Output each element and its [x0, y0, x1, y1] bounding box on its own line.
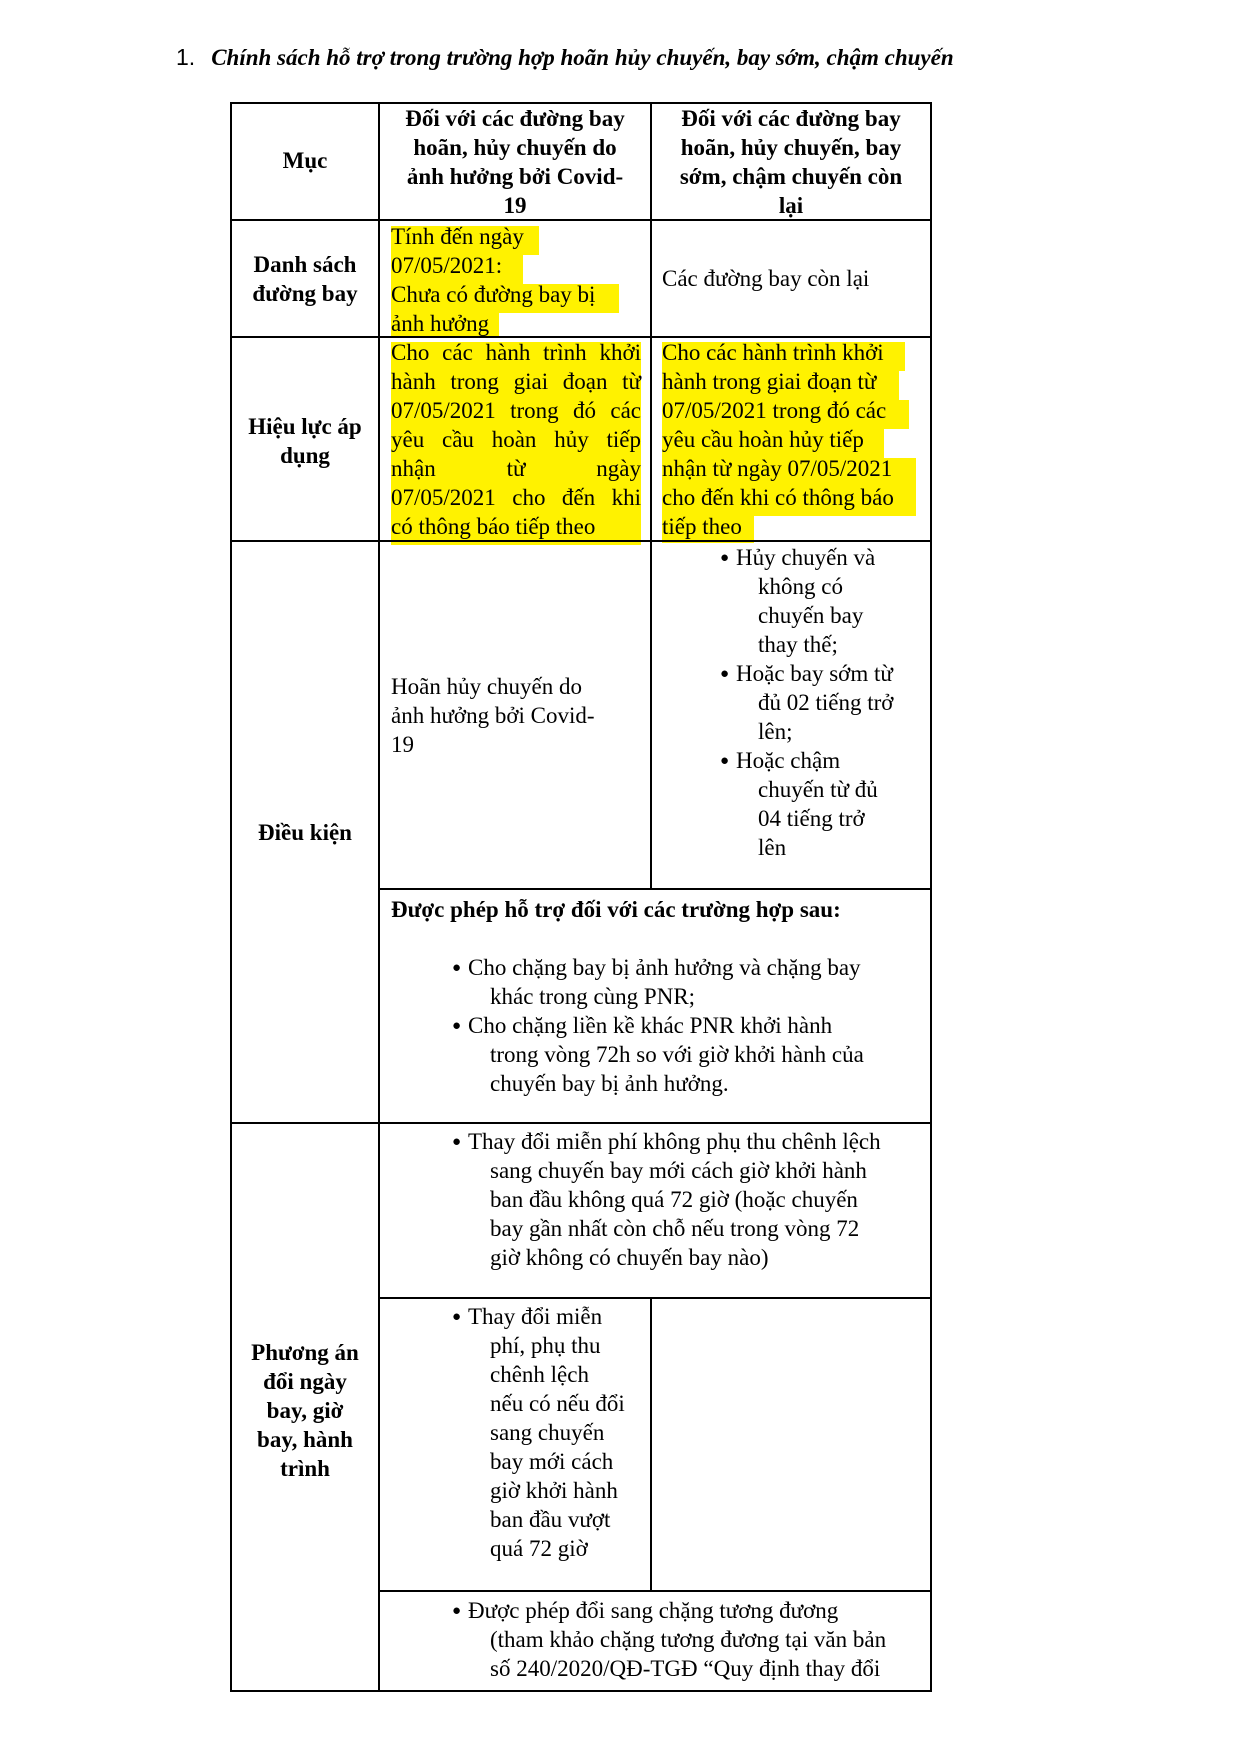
phuong-an-bullet2-line: ban đầu vượt: [490, 1507, 611, 1532]
header-col2-line: ảnh hưởng bởi Covid-: [406, 164, 624, 189]
row-label-hieu-luc: dụng: [280, 443, 330, 468]
row-label-dieu-kien: Điều kiện: [258, 820, 352, 845]
section-title: Chính sách hỗ trợ trong trường hợp hoãn hủy chuyến, bay sớm, chậm chuyến: [211, 45, 954, 70]
dieu-kien-col3-bullet-line: thay thế;: [758, 632, 838, 657]
dieu-kien-col3-bullet-line: chuyến từ đủ: [758, 777, 878, 802]
hieu-luc-col3-line: yêu cầu hoàn hủy tiếp: [662, 427, 864, 452]
row-label-phuong-an: đổi ngày: [263, 1369, 347, 1394]
bullet-icon: ●: [452, 1603, 462, 1619]
danh-sach-col2-line: Chưa có đường bay bị: [391, 282, 596, 307]
phuong-an-bullet2-line: nếu có nếu đổi: [490, 1391, 625, 1416]
header-col3-line: hoãn, hủy chuyến, bay: [680, 135, 902, 160]
hieu-luc-col2-line: 07/05/2021 cho đến khi: [391, 485, 641, 510]
hieu-luc-col2-line: nhận từ ngày: [391, 456, 641, 481]
dieu-kien-merged-title: Được phép hỗ trợ đối với các trường hợp sau:: [391, 897, 841, 922]
dieu-kien-col3-bullet-line: Hoặc bay sớm từ: [736, 661, 893, 686]
dieu-kien-col3-bullet-line: đủ 02 tiếng trở: [758, 690, 894, 715]
dieu-kien-col3-bullet-line: lên;: [758, 719, 793, 744]
danh-sach-col2-line: Tính đến ngày: [391, 224, 524, 249]
dieu-kien-merged-bullet-line: Cho chặng bay bị ảnh hưởng và chặng bay: [468, 955, 861, 980]
dieu-kien-col2-line: ảnh hưởng bởi Covid-: [391, 703, 595, 728]
dieu-kien-col2-line: 19: [391, 732, 414, 757]
phuong-an-bullet2-line: quá 72 giờ: [490, 1536, 588, 1561]
phuong-an-bullet2-line: phí, phụ thu: [490, 1333, 601, 1358]
hieu-luc-col3-line: nhận từ ngày 07/05/2021: [662, 456, 893, 481]
dieu-kien-col3-bullet-line: Hoặc chậm: [736, 748, 841, 773]
header-col2-line: Đối với các đường bay: [405, 106, 625, 131]
bullet-icon: ●: [452, 1018, 462, 1034]
hieu-luc-col2-line: hành trong giai đoạn từ: [391, 369, 641, 394]
bullet-icon: ●: [452, 1134, 462, 1150]
section-heading: [176, 44, 954, 71]
row-label-danh-sach: đường bay: [252, 281, 358, 306]
dieu-kien-col2-line: Hoãn hủy chuyến do: [391, 674, 582, 699]
row-label-hieu-luc: Hiệu lực áp: [248, 414, 362, 439]
danh-sach-col2-line: 07/05/2021:: [391, 253, 503, 278]
danh-sach-col3: Các đường bay còn lại: [662, 266, 870, 291]
phuong-an-bullet1-line: giờ không có chuyến bay nào): [490, 1245, 769, 1270]
dieu-kien-merged-bullet-line: khác trong cùng PNR;: [490, 984, 696, 1009]
header-col2-line: hoãn, hủy chuyến do: [413, 135, 617, 160]
dieu-kien-col3-bullet-line: lên: [758, 835, 787, 860]
phuong-an-bullet1-line: Thay đổi miễn phí không phụ thu chênh lệch: [468, 1129, 881, 1154]
dieu-kien-col3-bullet-line: 04 tiếng trở: [758, 806, 865, 831]
hieu-luc-col2-line: có thông báo tiếp theo: [391, 514, 596, 539]
bullet-icon: ●: [720, 550, 730, 566]
row-label-phuong-an: bay, giờ: [266, 1398, 344, 1423]
phuong-an-bullet2-line: chênh lệch: [490, 1362, 589, 1387]
bullet-icon: ●: [720, 666, 730, 682]
section-number: 1.: [176, 44, 196, 70]
header-col3-line: Đối với các đường bay: [681, 106, 901, 131]
header-muc: Mục: [282, 148, 328, 173]
header-col2-line: 19: [503, 193, 527, 218]
dieu-kien-merged-bullet-line: Cho chặng liền kề khác PNR khởi hành: [468, 1013, 833, 1038]
row-label-phuong-an: bay, hành: [257, 1427, 353, 1452]
row-label-phuong-an: trình: [280, 1456, 330, 1481]
hieu-luc-col2-line: 07/05/2021 trong đó các: [391, 398, 641, 423]
phuong-an-bullet3-line: số 240/2020/QĐ-TGĐ “Quy định thay đổi: [490, 1656, 881, 1681]
hieu-luc-col2-line: yêu cầu hoàn hủy tiếp: [391, 427, 641, 452]
hieu-luc-col3-line: hành trong giai đoạn từ: [662, 369, 877, 394]
bullet-icon: ●: [452, 1309, 462, 1325]
hieu-luc-col3-line: Cho các hành trình khởi: [662, 340, 884, 365]
hieu-luc-col3-line: 07/05/2021 trong đó các: [662, 398, 887, 423]
danh-sach-col2-line: ảnh hưởng: [391, 311, 490, 336]
hieu-luc-col3-line: cho đến khi có thông báo: [662, 485, 894, 510]
phuong-an-bullet2-line: bay mới cách: [490, 1449, 614, 1474]
phuong-an-bullet2-line: giờ khởi hành: [490, 1478, 618, 1503]
phuong-an-bullet1-line: bay gần nhất còn chỗ nếu trong vòng 72: [490, 1216, 860, 1241]
phuong-an-bullet1-line: sang chuyến bay mới cách giờ khởi hành: [490, 1158, 867, 1183]
dieu-kien-col3-bullet-line: chuyến bay: [758, 603, 864, 628]
bullet-icon: ●: [720, 753, 730, 769]
hieu-luc-col3-line: tiếp theo: [662, 514, 742, 539]
phuong-an-bullet2-line: Thay đổi miễn: [468, 1304, 603, 1329]
bullet-icon: ●: [452, 960, 462, 976]
phuong-an-bullet3-line: (tham khảo chặng tương đương tại văn bản: [490, 1627, 887, 1652]
dieu-kien-merged-bullet-line: trong vòng 72h so với giờ khởi hành của: [490, 1042, 864, 1067]
dieu-kien-merged-bullet-line: chuyến bay bị ảnh hưởng.: [490, 1071, 729, 1096]
dieu-kien-col3-bullet-line: Hủy chuyến và: [736, 545, 876, 570]
phuong-an-bullet3-line: Được phép đổi sang chặng tương đương: [468, 1598, 839, 1623]
header-col3-line: lại: [778, 193, 804, 218]
row-label-danh-sach: Danh sách: [253, 252, 357, 277]
phuong-an-bullet1-line: ban đầu không quá 72 giờ (hoặc chuyến: [490, 1187, 858, 1212]
hieu-luc-col2-line: Cho các hành trình khởi: [391, 340, 641, 365]
row-label-phuong-an: Phương án: [251, 1340, 359, 1365]
dieu-kien-col3-bullet-line: không có: [758, 574, 843, 599]
phuong-an-bullet2-line: sang chuyến: [490, 1420, 605, 1445]
header-col3-line: sớm, chậm chuyến còn: [679, 164, 903, 189]
